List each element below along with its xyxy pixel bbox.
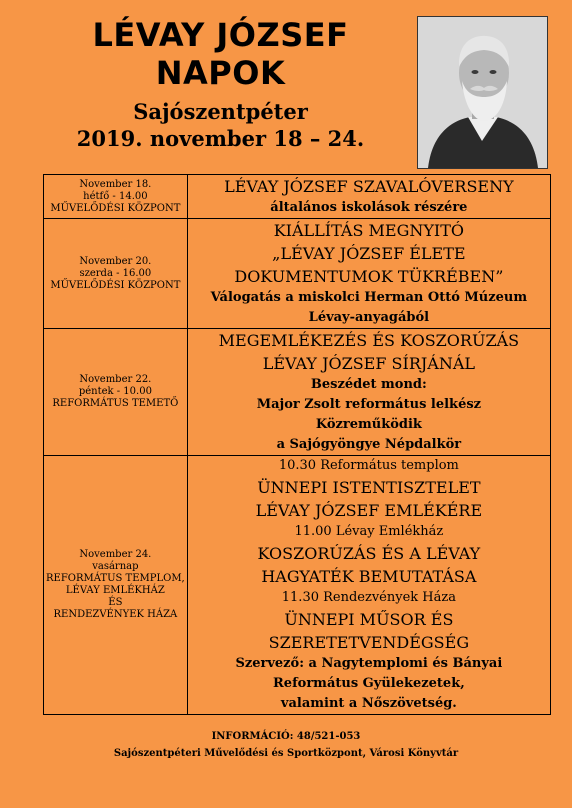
organizer-line: Sajószentpéteri Művelődési és Sportközpont, Városi Könyvtár — [113, 748, 459, 759]
event-line: LÉVAY JÓZSEF EMLÉKÉRE — [255, 501, 483, 520]
event-line: Szervező: a Nagytemplomi és Bányai — [235, 656, 503, 671]
program-row — [44, 175, 551, 219]
event-line: MEGEMLÉKEZÉS ÉS KOSZORÚZÁS — [218, 331, 520, 350]
event-line: LÉVAY JÓZSEF SZAVALÓVERSENY — [224, 177, 514, 196]
event-line: Református Gyülekezetek, — [273, 676, 465, 691]
event-place: RENDEZVÉNYEK HÁZA — [53, 609, 178, 620]
event-line: KOSZORÚZÁS ÉS A LÉVAY — [257, 544, 481, 563]
program-row — [44, 456, 551, 715]
event-line: ÜNNEPI ISTENTISZTELET — [257, 478, 481, 497]
event-time: hétfő - 14.00 — [83, 190, 148, 202]
event-line: 10.30 Református templom — [278, 458, 459, 473]
event-line: KIÁLLÍTÁS MEGNYITÓ — [273, 221, 465, 240]
event-line: Lévay-anyagából — [308, 310, 430, 325]
event-line: Major Zsolt református lelkész — [256, 397, 482, 412]
event-line: DOKUMENTUMOK TÜKRÉBEN” — [234, 267, 504, 286]
event-line: Beszédet mond: — [310, 377, 427, 392]
event-when-where — [44, 329, 188, 456]
event-line: 11.30 Rendezvények Háza — [281, 590, 456, 605]
event-line: LÉVAY JÓZSEF SÍRJÁNÁL — [262, 354, 476, 373]
poster-title-line2: NAPOK — [155, 54, 286, 92]
event-place: ÉS — [108, 597, 123, 608]
event-place: REFORMÁTUS TEMETŐ — [52, 398, 179, 409]
poster-header — [43, 16, 398, 168]
event-line: valamint a Nőszövetség. — [280, 696, 457, 711]
event-line: általános iskolások részére — [270, 200, 468, 215]
event-place: MŰVELŐDÉSI KÖZPONT — [50, 279, 181, 291]
event-dates: 2019. november 18 – 24. — [76, 126, 365, 151]
event-time: szerda - 16.00 — [79, 267, 152, 279]
event-line: a Sajógyöngye Népdalkör — [276, 437, 462, 452]
event-line: 11.00 Lévay Emlékház — [294, 524, 444, 539]
event-date: November 18. — [79, 178, 152, 190]
event-place: LÉVAY EMLÉKHÁZ — [65, 585, 165, 596]
program-table — [43, 174, 551, 715]
event-description — [187, 329, 550, 456]
event-place: REFORMÁTUS TEMPLOM, — [46, 573, 185, 584]
event-line: SZERETETVENDÉGSÉG — [268, 633, 470, 652]
event-when-where — [44, 219, 188, 329]
info-line: INFORMÁCIÓ: 48/521-053 — [211, 731, 361, 742]
event-time: vasárnap — [92, 561, 139, 572]
event-when-where — [44, 175, 188, 219]
event-line: Válogatás a miskolci Herman Ottó Múzeum — [210, 290, 528, 305]
program-row — [44, 329, 551, 456]
event-line: „LÉVAY JÓZSEF ÉLETE — [272, 244, 466, 263]
event-place: MŰVELŐDÉSI KÖZPONT — [50, 202, 181, 214]
event-when-where — [44, 456, 188, 715]
portrait-photo — [417, 16, 548, 169]
event-line: ÜNNEPI MŰSOR ÉS — [284, 610, 454, 629]
event-line: HAGYATÉK BEMUTATÁSA — [261, 567, 477, 586]
program-body — [44, 175, 551, 715]
event-description — [187, 219, 550, 329]
event-description — [187, 175, 550, 219]
event-date: November 22. — [79, 374, 152, 385]
portrait-image — [418, 17, 547, 168]
town-name: Sajószentpéter — [133, 99, 308, 124]
event-time: péntek - 10.00 — [78, 386, 152, 397]
event-date: November 20. — [79, 255, 152, 267]
event-date: November 24. — [79, 549, 152, 560]
poster-title-line1: LÉVAY JÓZSEF — [92, 16, 349, 54]
event-description — [187, 456, 550, 715]
event-line: Közreműködik — [315, 417, 422, 432]
program-row — [44, 219, 551, 329]
